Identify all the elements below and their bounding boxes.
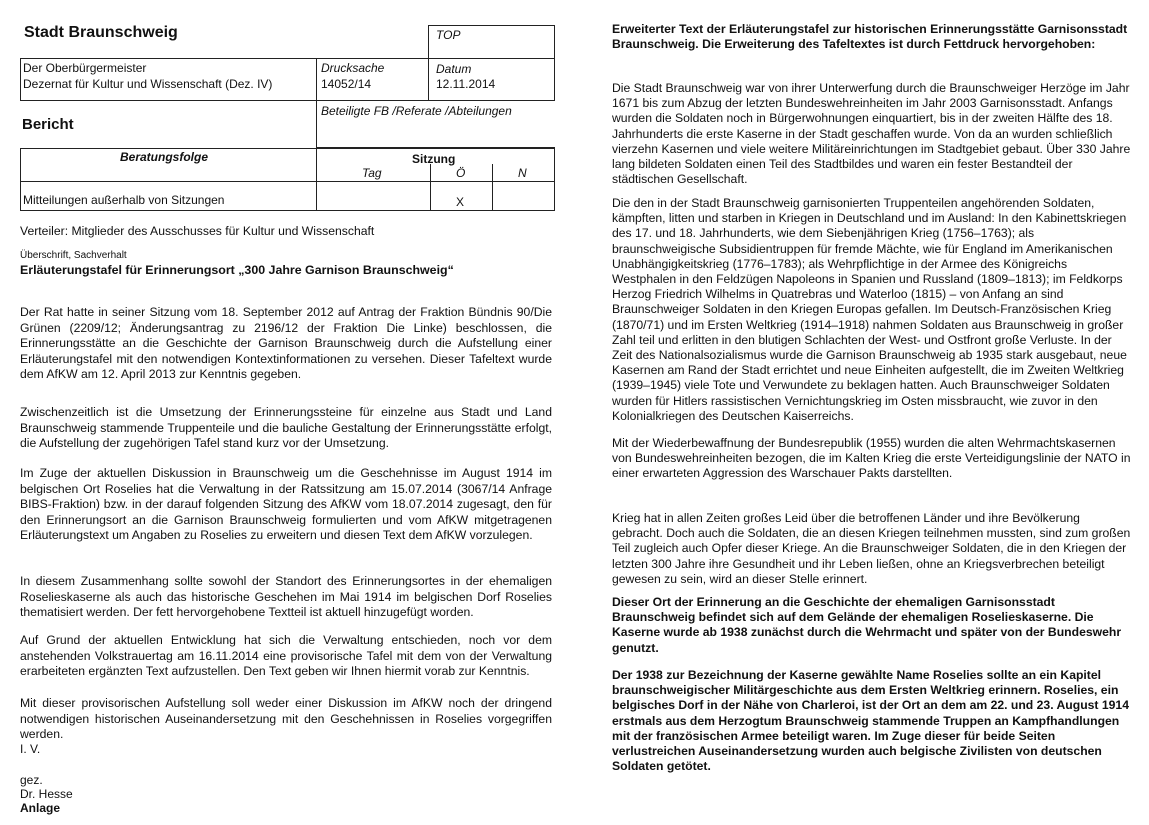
sitzung-label: Sitzung [412, 152, 456, 166]
beteiligte-label: Beteiligte FB /Referate /Abteilungen [321, 104, 512, 118]
doc-type-title: Bericht [22, 116, 74, 133]
right-intro: Erweiterter Text der Erläuterungstafel zur historischen Erinnerungsstätte Garnisonsstadt Braunschweig. Die Erweiterung des Tafeltextes ist durch Fettdruck hervorgehoben: [612, 22, 1128, 52]
beratung-row-label: Mitteilungen außerhalb von Sitzungen [23, 193, 225, 207]
signer-name: Dr. Hesse [20, 787, 73, 801]
tag-label: Tag [362, 166, 382, 180]
beratung-row-oe-mark: X [456, 195, 465, 209]
datum-label: Datum [436, 62, 472, 76]
left-paragraph-2: Zwischenzeitlich ist die Umsetzung der Erinnerungssteine für einzelne aus Stadt und Land Braunschweig stammende Truppenteile und die bauliche Gestaltung der Erinnerungsstätte erfolgt, die Aufstellung der zugehörigen Tafel stand kurz vor der Umsetzung. [20, 405, 552, 451]
beratungsfolge-label: Beratungsfolge [120, 150, 209, 164]
drucksache-value: 14052/14 [321, 77, 372, 91]
gez-line: gez. [20, 773, 43, 787]
left-paragraph-5: Auf Grund der aktuellen Entwicklung hat sich die Verwaltung entschieden, noch vor dem anstehenden Volkstrauertag am 16.11.2014 eine provisorische Tafel mit dem von der Verwaltung erarbeiteten ergänzten Text aufzustellen. Den Text geben wir Ihnen hiermit vorab zur Kenntnis. [20, 633, 552, 679]
right-paragraph-2: Die den in der Stadt Braunschweig garnisonierten Truppenteilen angehörenden Soldaten, kämpften, litten und starben in Kriegen in Deutschland und im Ausland: In den Kabinettskriegen des 17. und 18. Jahrhunderts, wie dem Siebenjährigen Krieg (1756–1763); als braunschweigische Subsidientruppen für fremde Mächte, wie für England im Amerikanischen Unabhängigkeitskrieg (1776–1783); als Wehrpflichtige in der Armee des Königreichs Westphalen in den Feldzügen Napoleons in Spanien und Russland (1809–1813); im Feldkorps Herzog Friedrich Wilhelms in Quatrebras und Waterloo (1815) – von Anfang an sind Braunschweiger Soldaten in den Kriegen Europas gefallen. Im Deutsch-Französischen Krieg (1870/71) und im Ersten Weltkrieg (1914–1918) nahmen Soldaten aus Braunschweig in großer Zahl teil und erlitten in den blutigen Schlachten der West- und Ostfront große Verluste. In der Zeit des Nationalsozialismus wurde die Garnison Braunschweig ab 1935 stark ausgebaut, neue Kasernen am Rand der Stadt errichtet und neue Einheiten aufgestellt, die im Zweiten Weltkrieg (1939–1945) viele Tote und Verwundete zu beklagen hatten. Auch Braunschweiger Soldaten wurden für Hitlers rassistischen Vernichtungskrieg im Osten missbraucht, wie zuvor in den Kolonialkriegen des Deutschen Kaiserreichs. [612, 196, 1127, 423]
n-label: N [518, 166, 527, 180]
right-paragraph-4: Krieg hat in allen Zeiten großes Leid über die betroffenen Länder und ihre Bevölkerung gebracht. Doch auch die Soldaten, die an diesen Kriegen teilnehmen mussten, sind zum großen Teil zugleich auch Opfer dieser Kriege. An die Braunschweiger Soldaten, die in den Kriegen der letzten 300 Jahre ihre Gesundheit und ihr Leben ließen, ohne an Kriegsverbrechen beteiligt gewesen zu sein, wird an dieser Stelle erinnert. [612, 511, 1131, 586]
verteiler-line: Verteiler: Mitglieder des Ausschusses für Kultur und Wissenschaft [20, 224, 375, 238]
left-paragraph-1: Der Rat hatte in seiner Sitzung vom 18. September 2012 auf Antrag der Fraktion Bündnis 90/Die Grünen (2209/12; Änderungsantrag zu 2196/12 der Fraktion Die Linke) beschlossen, die Erinnerungsstätte an die Geschichte der Garnison Braunschweig durch die Aufstellung einer Erläuterungstafel mit den notwendigen Kontextinformationen zu versehen. Dieser Tafeltext wurde dem AfKW am 12. April 2013 zur Kenntnis gegeben. [20, 305, 552, 382]
iv-line: I. V. [20, 742, 41, 756]
right-bold-paragraph-1: Dieser Ort der Erinnerung an die Geschichte der ehemaligen Garnisonsstadt Braunschweig befindet sich auf dem Gelände der ehemaligen Roselieskaserne. Die Kaserne wurde ab 1938 zunächst durch die Wehrmacht und später von der Bundeswehr genutzt. [612, 595, 1122, 655]
right-paragraph-3: Mit der Wiederbewaffnung der Bundesrepublik (1955) wurden die alten Wehrmachtskasernen von Bundeswehreinheiten bezogen, die im Kalten Krieg die erste Verteidigungslinie der NATO in einer erwarteten Aggression des Warschauer Pakts darstellten. [612, 436, 1131, 481]
left-paragraph-3: Im Zuge der aktuellen Diskussion in Braunschweig um die Geschehnisse im August 1914 im belgischen Ort Roselies hat die Verwaltung in der Ratssitzung am 15.07.2014 (3067/14 Anfrage BIBS-Fraktion) bzw. in der darauf folgenden Sitzung des AfKW vom 18.07.2014 zugesagt, den für den Erinnerungsort an die Garnison Braunschweig formulierten und vom AfKW mitgetragenen Erläuterungstext um Angaben zu Roselies zu erweitern und diesen Text dem AfKW vorzulegen. [20, 466, 552, 543]
subject-caption: Überschrift, Sachverhalt [20, 250, 127, 261]
right-paragraph-1: Die Stadt Braunschweig war von ihrer Unterwerfung durch die Braunschweiger Herzöge im Jahr 1671 bis zum Abzug der letzten Bundeswehreinheiten im Jahr 2003 Garnisonsstadt. Anfangs wurden die Soldaten noch in Bürgerwohnungen einquartiert, bis in der zweiten Hälfte des 18. Jahrhunderts die erste Kaserne in der Stadt geschaffen wurde. Von da an wurden schließlich vierzehn Kasernen und viele weitere Militäreinrichtungen im Stadtgebiet gebaut. Über 330 Jahre lang bildeten Soldaten einen Teil des Stadtbildes und waren ein fester Bestandteil der städtischen Gesellschaft. [612, 81, 1131, 187]
right-bold-paragraph-2: Der 1938 zur Bezeichnung der Kaserne gewählte Name Roselies sollte an ein Kapitel braunschweigischer Militärgeschichte aus dem Ersten Weltkrieg erinnern. Roselies, ein belgisches Dorf in der Nähe von Charleroi, ist der Ort an dem am 22. und 23. August 1914 erstmals aus dem Herzogtum Braunschweig stammende Truppen an Kampfhandlungen mit der französischen Armee beteiligt waren. Im Zuge dieser für beide Seiten verlustreichen Auseinandersetzung wurden auch belgische Zivilisten von deutschen Soldaten getötet. [612, 668, 1129, 774]
subject-title: Erläuterungstafel für Erinnerungsort „300 Jahre Garnison Braunschweig“ [20, 263, 454, 277]
mayor-line-1: Der Oberbürgermeister [23, 61, 147, 75]
left-paragraph-6: Mit dieser provisorischen Aufstellung soll weder einer Diskussion im AfKW noch der dringend notwendigen historischen Auseinandersetzung mit den Geschehnissen in Roselies vorgegriffen werden. [20, 696, 552, 742]
oe-label: Ö [456, 166, 466, 180]
anlage-label: Anlage [20, 801, 61, 815]
top-label: TOP [436, 28, 461, 42]
city-title: Stadt Braunschweig [24, 24, 178, 41]
datum-value: 12.11.2014 [436, 77, 496, 91]
mayor-line-2: Dezernat für Kultur und Wissenschaft (Dez. IV) [23, 77, 273, 91]
left-paragraph-4: In diesem Zusammenhang sollte sowohl der Standort des Erinnerungsortes in der ehemaligen Roselieskaserne als auch das historische Geschehen im Mai 1914 im belgischen Dorf Roselies thematisiert werden. Der fett hervorgehobene Textteil ist aktuell hinzugefügt worden. [20, 574, 552, 620]
drucksache-label: Drucksache [321, 61, 385, 75]
